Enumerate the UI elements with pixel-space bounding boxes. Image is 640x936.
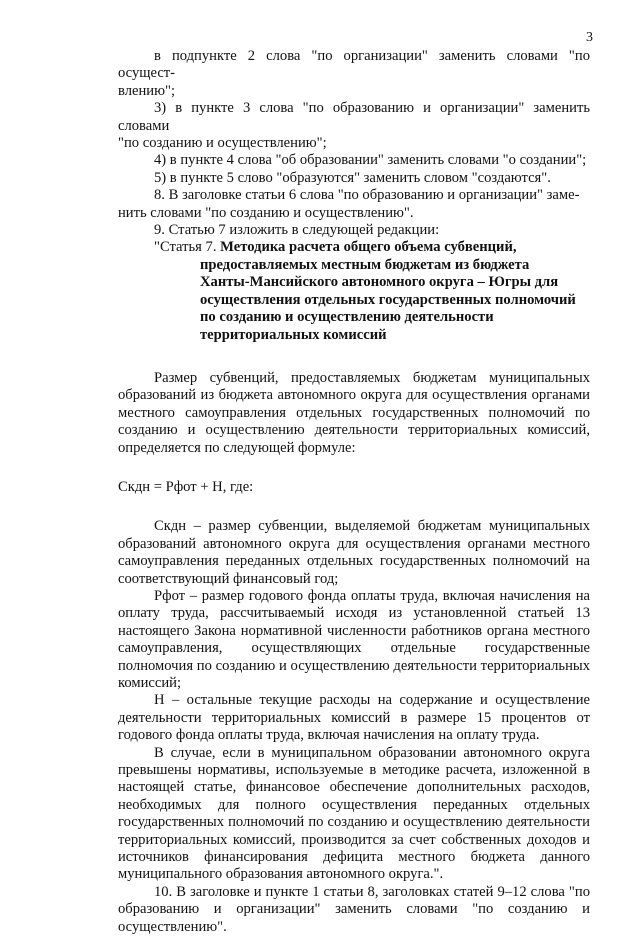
body-paragraph: Скдн – размер субвенции, выделяемой бюджетам муниципальных образований автономного округа для осуществления органами местного самоуправления переданных отдельных государственных полномочий на соответствующий финансовый год; bbox=[118, 518, 590, 587]
body-paragraph: В случае, если в муниципальном образовании автономного округа превышены нормативы, используемые в методике расчета, изложенной в настоящей статье, финансовое обеспечение дополнительных расходов, необходимых для полного осуществления переданных отдельных государственных полномочий по созданию и осуществлению деятельности территориальных комиссий, производится за счет собственных доходов и источников финансирования дефицита местного бюджета данного муниципального образования автономного округа.". bbox=[118, 744, 590, 883]
article-title-line: по созданию и осуществлению деятельности bbox=[200, 309, 494, 326]
amendment-line: 4) в пункте 4 слова "об образовании" заменить словами "о создании"; bbox=[154, 152, 587, 169]
body-paragraph: Н – остальные текущие расходы на содержание и осуществление деятельности территориальных комиссий в размере 15 процентов от годового фонда оплаты труда, включая начисления на оплату труда. bbox=[118, 692, 590, 744]
amendment-line: 3) в пункте 3 слова "по образованию и организации" заменить словами bbox=[118, 100, 590, 134]
article-title-line: Методика расчета общего объема субвенций, bbox=[220, 239, 517, 256]
document-body bbox=[118, 48, 590, 936]
amendment-line: нить словами "по созданию и осуществлению". bbox=[118, 204, 414, 221]
article-title-line: предоставляемых местным бюджетам из бюджета bbox=[200, 256, 530, 273]
amendment-line: влению"; bbox=[118, 82, 175, 99]
page-number: 3 bbox=[586, 30, 593, 45]
amendment-line: в подпункте 2 слова "по организации" заменить словами "по осущест- bbox=[118, 48, 590, 82]
amendment-line: 5) в пункте 5 слово "образуются" заменить словом "создаются". bbox=[154, 169, 551, 186]
amendment-line: 8. В заголовке статьи 6 слова "по образованию и организации" заме- bbox=[154, 187, 580, 204]
article-prefix: "Статья 7. bbox=[154, 239, 221, 256]
formula: Скдн = Рфот + Н, где: bbox=[118, 478, 254, 495]
body-paragraph: 10. В заголовке и пункте 1 статьи 8, заголовках статей 9–12 слова "по образованию и организации" заменить словами "по созданию и осуществлению". bbox=[118, 883, 590, 935]
amendment-line: "по созданию и осуществлению"; bbox=[118, 135, 327, 152]
article-title-line: осуществления отдельных государственных полномочий bbox=[200, 291, 576, 308]
body-paragraph: Размер субвенций, предоставляемых бюджетам муниципальных образований из бюджета автономного округа для осуществления органами местного самоуправления отдельных государственных полномочий по созданию и осуществлению деятельности территориальных комиссий, определяется по следующей формуле: bbox=[118, 369, 590, 456]
amendment-line: 9. Статью 7 изложить в следующей редакции: bbox=[154, 222, 440, 239]
body-paragraph: Рфот – размер годового фонда оплаты труда, включая начисления на оплату труда, рассчитываемый исходя из установленной статьей 13 настоящего Закона нормативной численности работников органа местного самоуправления, осуществляющих отдельные государственные полномочия по созданию и осуществлению деятельности территориальных комиссий; bbox=[118, 587, 590, 691]
article-heading bbox=[118, 239, 590, 343]
article-title-line: Ханты-Мансийского автономного округа – Югры для bbox=[200, 274, 559, 291]
article-title-line: территориальных комиссий bbox=[200, 326, 387, 343]
